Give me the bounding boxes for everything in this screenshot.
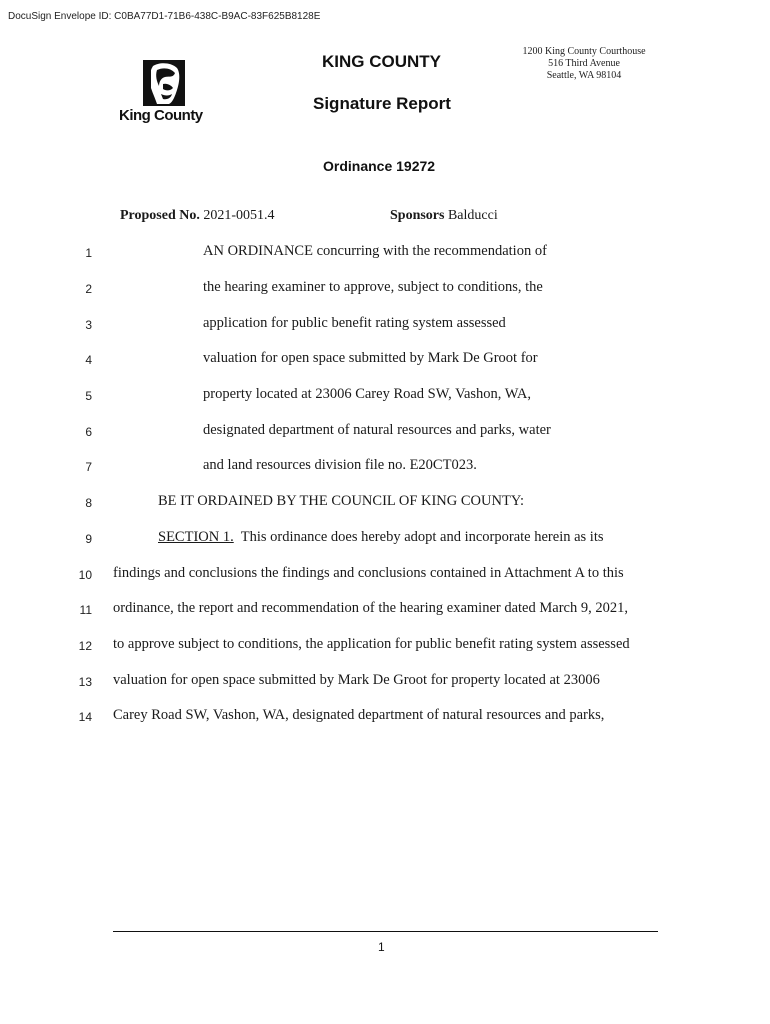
sponsors-value: Balducci bbox=[447, 208, 498, 223]
address-line: 1200 King County Courthouse bbox=[522, 46, 646, 57]
line-number: 13 bbox=[78, 675, 92, 689]
sponsors bbox=[390, 208, 498, 224]
line-number: 7 bbox=[85, 460, 92, 474]
body-line: valuation for open space submitted by Mark De Groot for bbox=[203, 350, 538, 366]
page-number: 1 bbox=[378, 940, 385, 954]
address-block bbox=[507, 46, 661, 82]
body-line: to approve subject to conditions, the application for public benefit rating system assessed bbox=[113, 636, 630, 652]
org-name: KING COUNTY bbox=[322, 52, 441, 71]
body-line: ordinance, the report and recommendation of the hearing examiner dated March 9, 2021, bbox=[113, 600, 628, 616]
sponsors-label: Sponsors bbox=[390, 208, 445, 223]
line-number: 14 bbox=[78, 710, 92, 724]
line-number: 6 bbox=[85, 425, 92, 439]
footer-divider bbox=[113, 931, 658, 932]
body-line: designated department of natural resources and parks, water bbox=[203, 422, 551, 438]
line-number: 3 bbox=[85, 318, 92, 332]
body-line: and land resources division file no. E20CT023. bbox=[203, 457, 477, 473]
line-number: 5 bbox=[85, 389, 92, 403]
section-text: This ordinance does hereby adopt and incorporate herein as its bbox=[233, 529, 604, 545]
body-line: property located at 23006 Carey Road SW, Vashon, WA, bbox=[203, 386, 531, 402]
proposed-label: Proposed No. bbox=[120, 208, 200, 223]
proposed-value: 2021-0051.4 bbox=[203, 208, 275, 223]
line-number: 4 bbox=[85, 353, 92, 367]
mlk-portrait-icon bbox=[117, 58, 213, 108]
body-line: valuation for open space submitted by Mark De Groot for property located at 23006 bbox=[113, 672, 600, 688]
line-number: 10 bbox=[78, 568, 92, 582]
body-line: AN ORDINANCE concurring with the recommendation of bbox=[203, 243, 547, 259]
line-number: 1 bbox=[85, 246, 92, 260]
line-number: 12 bbox=[78, 639, 92, 653]
logo-wordmark: King County bbox=[119, 107, 203, 124]
body-line: application for public benefit rating system assessed bbox=[203, 315, 506, 331]
section-heading: SECTION 1. bbox=[158, 529, 234, 545]
address-line: 516 Third Avenue bbox=[548, 58, 620, 69]
body-line: findings and conclusions the findings and conclusions contained in Attachment A to this bbox=[113, 565, 624, 581]
body-line bbox=[158, 529, 604, 546]
ordinance-title: Ordinance 19272 bbox=[323, 158, 436, 174]
proposed-number bbox=[120, 208, 275, 224]
body-line: the hearing examiner to approve, subject to conditions, the bbox=[203, 279, 543, 295]
docusign-envelope-id: DocuSign Envelope ID: C0BA77D1-71B6-438C-B9AC-83F625B8128E bbox=[8, 11, 321, 22]
line-number: 2 bbox=[85, 282, 92, 296]
line-number: 11 bbox=[79, 603, 92, 617]
body-line: Carey Road SW, Vashon, WA, designated department of natural resources and parks, bbox=[113, 707, 605, 723]
line-number: 9 bbox=[85, 532, 92, 546]
address-line: Seattle, WA 98104 bbox=[546, 70, 622, 81]
line-number: 8 bbox=[85, 496, 92, 510]
body-line: BE IT ORDAINED BY THE COUNCIL OF KING COUNTY: bbox=[158, 493, 524, 509]
report-title: Signature Report bbox=[313, 94, 451, 113]
